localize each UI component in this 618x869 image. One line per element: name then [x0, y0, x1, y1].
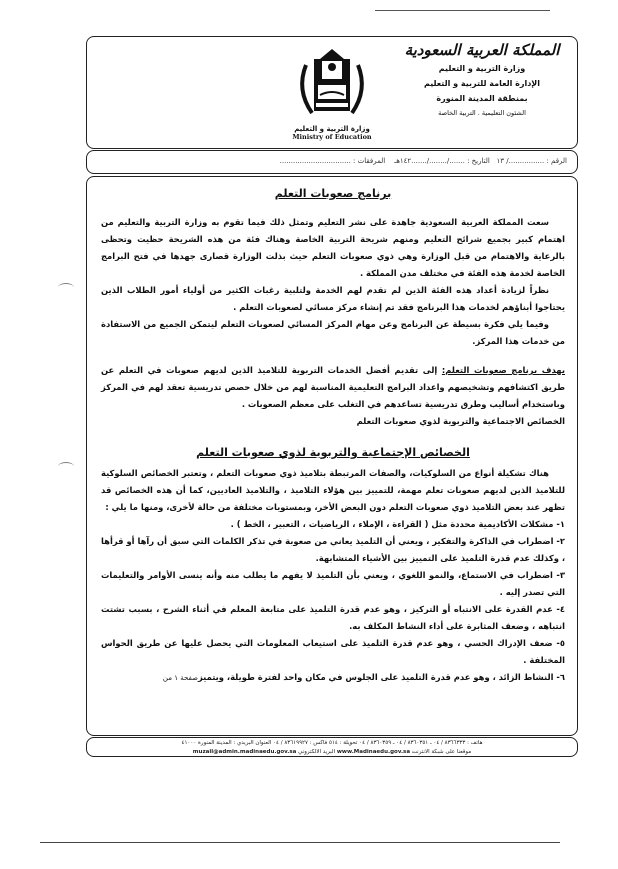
list-item: ٣- اضطراب في الاستماع، والنمو اللغوي ، ويعني بأن التلميذ لا يفهم ما يطلب منه وأنه ينسى الأوامر والتعليمات التي تصدر إليه .: [101, 570, 565, 597]
logo-arabic-caption: وزارة التربية و التعليم: [294, 125, 370, 133]
scan-line: [40, 842, 560, 843]
reference-date: التاريخ : ......./......../.......١٤٢هـ: [394, 157, 490, 165]
ministry-logo: [282, 45, 382, 141]
section-intro: هناك تشكيلة أنواع من السلوكيات، والصفات المرتبطة بتلاميذ ذوي صعوبات التعلم ، وتعتبر الخصائص السلوكية للتلاميذ الذين لديهم صعوبات تعلم مهمة، للتمييز بين هؤلاء التلاميذ ، والتلاميذ العاديين، كما أن هذه الخصائص قد تظهر عند بعض التلاميذ ذوي صعوبات التعلم دون البعض الأخر، وبمستويات مختلفة من حالة لأخرى، ومنها ما يلي :: [101, 468, 565, 512]
letterhead-text: [397, 41, 567, 117]
ministry-emblem-icon: [292, 45, 372, 125]
region-name: بمنطقة المدينة المنورة: [436, 94, 528, 103]
document-title: برنامج صعوبات التعلم: [274, 187, 392, 200]
footer: [86, 737, 578, 757]
punch-hole-mark: [58, 462, 74, 471]
email-link[interactable]: muzail@admin.madinaedu.gov.sa: [192, 749, 297, 755]
email-label: البريد الالكتروني: [298, 749, 336, 755]
logo-english-caption: Ministry of Education: [292, 133, 372, 141]
goal-paragraph: [101, 362, 565, 413]
list-item: ٢- اضطراب في الذاكرة والتفكير ، ويعني أن التلميذ يعاني من صعوبة في تذكر الكلمات التي سبق أن رآها أو قرأها ، وكذلك عدم قدرة التلميذ على التمييز بين الأشياء المتشابهة.: [101, 536, 565, 563]
scan-line: [375, 10, 550, 11]
list-item: [101, 669, 565, 687]
letterhead: [86, 36, 578, 149]
website-label: موقعنا على شبكة الانترنت: [411, 749, 472, 755]
list-item-text: ٦- النشاط الزائد ، وهو عدم قدرة التلميذ على الجلوس في مكان واحد لفترة طويلة، ويتميز: [197, 672, 565, 682]
list-item: ٥- ضعف الإدراك الحسي ، وهو عدم قدرة التلميذ على استيعاب المعلومات التي يحصل عليها عن طريق الحواس المختلفة .: [101, 638, 565, 665]
list-item: ١- مشكلات الأكاديمية محددة مثل ( القراءة ، الإملاء ، الرياضيات ، التعبير ، الخط ) .: [230, 519, 565, 529]
intro-paragraph: وفيما يلي فكرة بسيطة عن البرنامج وعن مهام المركز المسائي لصعوبات التعلم ليتمكن الجميع من الاستفادة من خدمات هذا المركز.: [101, 319, 565, 346]
goal-text: إلى تقديم أفضل الخدمات التربوية للتلاميذ الذين لديهم صعوبات في التعلم عن طريق اكتشافهم وتشخيصهم واعداد البرامج التعليمية المناسبة لهم من خلال حصص تدريسية تعقد لهم في المركز وباستخدام أساليب وطرق تدريسية تساعدهم في التغلب على معظم الصعوبات .: [101, 365, 565, 409]
directorate-name: الإدارة العامة للتربية و التعليم: [423, 79, 541, 88]
section-title: الخصائص الإجتماعية والتربوية لذوي صعوبات التعلم: [196, 446, 470, 459]
document-body: [86, 176, 578, 736]
punch-hole-mark: [58, 283, 74, 292]
goal-after: الخصائص الاجتماعية والتربوية لذوي صعوبات التعلم: [356, 416, 565, 426]
intro-paragraph: نظراً لزيادة أعداد هذه الفئة الذين لم تقدم لهم الخدمة ولتلبية رغبات الكثير من أولياء أمور الطلاب الذين يحتاجوا أبناؤهم لخدمات هذا البرنامج فقد تم إنشاء مركز مسائي لصعوبات التعلم .: [101, 285, 565, 312]
reference-attachments: المرفقات : ................................: [279, 157, 386, 165]
intro-paragraph: سعت المملكة العربية السعودية جاهدة على نشر التعليم وتمثل ذلك فيما تقوم به وزارة التربية والتعليم من اهتمام كبير بجميع شرائح التعليم ومنهم شريحة التربية الخاصة وهناك فئة من هذه الشريحة حظيت وتحظى بالرعاية والاهتمام من قبل الوزارة وهي ذوي صعوبات التعلم حيث بذلت الوزارة قصارى جهدها في فتح البرامج الخاصة لخدمة هذه الفئة في مختلف مدن المملكة .: [101, 217, 565, 278]
kingdom-name: المملكة العربية السعودية: [404, 41, 560, 59]
department-name: الشئون التعليمية . التربية الخاصة: [438, 109, 526, 117]
footer-contact: هاتف : ٨٣٦٦٣٣٣ / ٠٤ ـ ٨٣٦٠٣٥١ / ٠٤ ـ ٨٣٦٠٣٥٩ / ٠٤ تحويلة : ٥١٤ فاكس : ٨٣٦١٩٩٢٧ / ٠٤ العنوان البريدي : المدينة المنورة ٤١٠٠٠: [181, 740, 483, 746]
reference-bar: [86, 150, 578, 174]
list-item: ٤- عدم القدرة على الانتباه أو التركيز ، وهو عدم قدرة التلميذ على متابعة المعلم في أثناء الشرح ، بسبب تشتت انتباهه ، وضعف المثابرة على أداء النشاط المكلف به.: [101, 604, 565, 631]
website-link[interactable]: www.Madinaedu.gov.sa: [336, 749, 411, 755]
reference-number: الرقم : ................/ ١٣: [496, 157, 567, 165]
ministry-name: وزارة التربية و التعليم: [438, 64, 526, 73]
page-number: صفحة ١ من: [162, 674, 198, 682]
goal-label: يهدف برنامج صعوبات التعلم:: [441, 365, 565, 375]
